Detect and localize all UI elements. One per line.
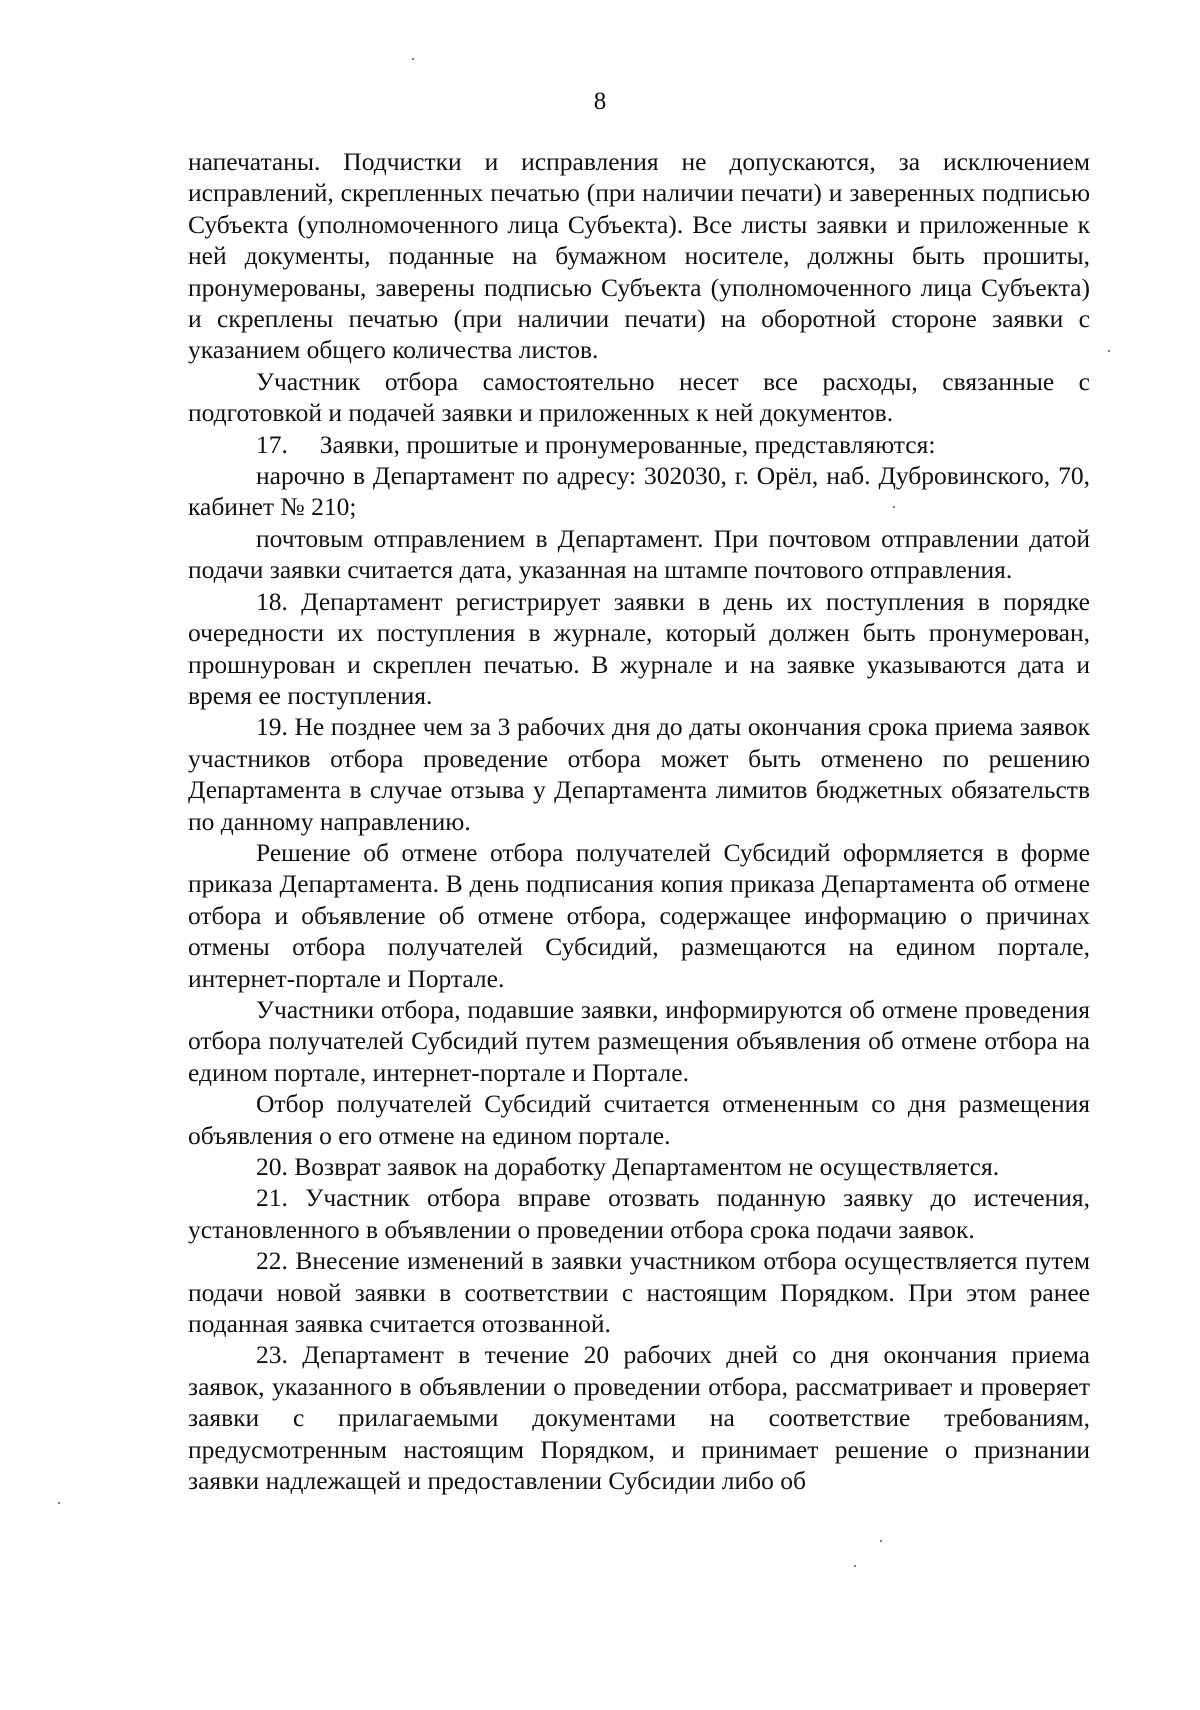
paragraph-delivery-by-post: почтовым отправлением в Департамент. При почтовом отправлении датой подачи заявки считается дата, указанная на штампе почтового отправления. [188,523,1090,585]
paragraph-item-22: 22. Внесение изменений в заявки участником отбора осуществляется путем подачи новой заявки в соответствии с настоящим Порядком. При этом ранее поданная заявка считается отозванной. [188,1246,1090,1339]
paragraph-participant-expenses: Участник отбора самостоятельно несет все расходы, связанные с подготовкой и подачей заявки и приложенных к ней документов. [188,366,1090,428]
document-body [188,146,1090,1496]
paragraph-cancellation-decision: Решение об отмене отбора получателей Субсидий оформляется в форме приказа Департамента. В день подписания копия приказа Департамента об отмене отбора и объявление об отмене отбора, содержащее информацию о причинах отмены отбора получателей Субсидий, размещаются на едином портале, интернет-портале и Портале. [188,837,1090,993]
paragraph-selection-cancelled: Отбор получателей Субсидий считается отмененным со дня размещения объявления о его отмене на едином портале. [188,1089,1090,1150]
scan-speck [880,1540,882,1542]
paragraph-item-23: 23. Департамент в течение 20 рабочих дней со дня окончания приема заявок, указанного в объявлении о проведении отбора, рассматривает и проверяет заявки с прилагаемыми документами на соответствие требованиям, предусмотренным настоящим Порядком, и принимает решение о признании заявки надлежащей и предоставлении Субсидии либо об [188,1340,1090,1496]
scan-speck [412,58,414,60]
scan-speck [1108,350,1110,352]
scan-speck [58,1502,60,1504]
scan-speck [893,506,895,508]
paragraph-item-21: 21. Участник отбора вправе отозвать поданную заявку до истечения, установленного в объявлении о проведении отбора срока подачи заявок. [188,1183,1090,1244]
paragraph-participants-informed: Участники отбора, подавшие заявки, информируются об отмене проведения отбора получателей Субсидий путем размещения объявления об отмене отбора на едином портале, интернет-портале и Портале. [188,994,1090,1087]
paragraph-delivery-in-person: нарочно в Департамент по адресу: 302030, г. Орёл, наб. Дубровинского, 70, кабинет № 210; [188,461,1090,522]
page-number: 8 [593,88,607,115]
paragraph-item-17: 17. Заявки, прошитые и пронумерованные, представляются: [256,429,936,459]
paragraph-item-19: 19. Не позднее чем за 3 рабочих дня до даты окончания срока приема заявок участников отбора проведение отбора может быть отменено по решению Департамента в случае отзыва у Департамента лимитов бюджетных обязательств по данному направлению. [188,712,1090,836]
paragraph-item-20: 20. Возврат заявок на доработку Департаментом не осуществляется. [256,1152,1000,1181]
scan-speck [854,1565,856,1567]
paragraph-continuation: напечатаны. Подчистки и исправления не допускаются, за исключением исправлений, скрепленных печатью (при наличии печати) и заверенных подписью Субъекта (уполномоченного лица Субъекта). Все листы заявки и приложенные к ней документы, поданные на бумажном носителе, должны быть прошиты, пронумерованы, заверены подписью Субъекта (уполномоченного лица Субъекта) и скреплены печатью (при наличии печати) на оборотной стороне заявки с указанием общего количества листов. [188,147,1090,365]
paragraph-item-18: 18. Департамент регистрирует заявки в день их поступления в порядке очередности их поступления в журнале, который должен быть пронумерован, прошнурован и скреплен печатью. В журнале и на заявке указываются дата и время ее поступления. [188,586,1090,710]
